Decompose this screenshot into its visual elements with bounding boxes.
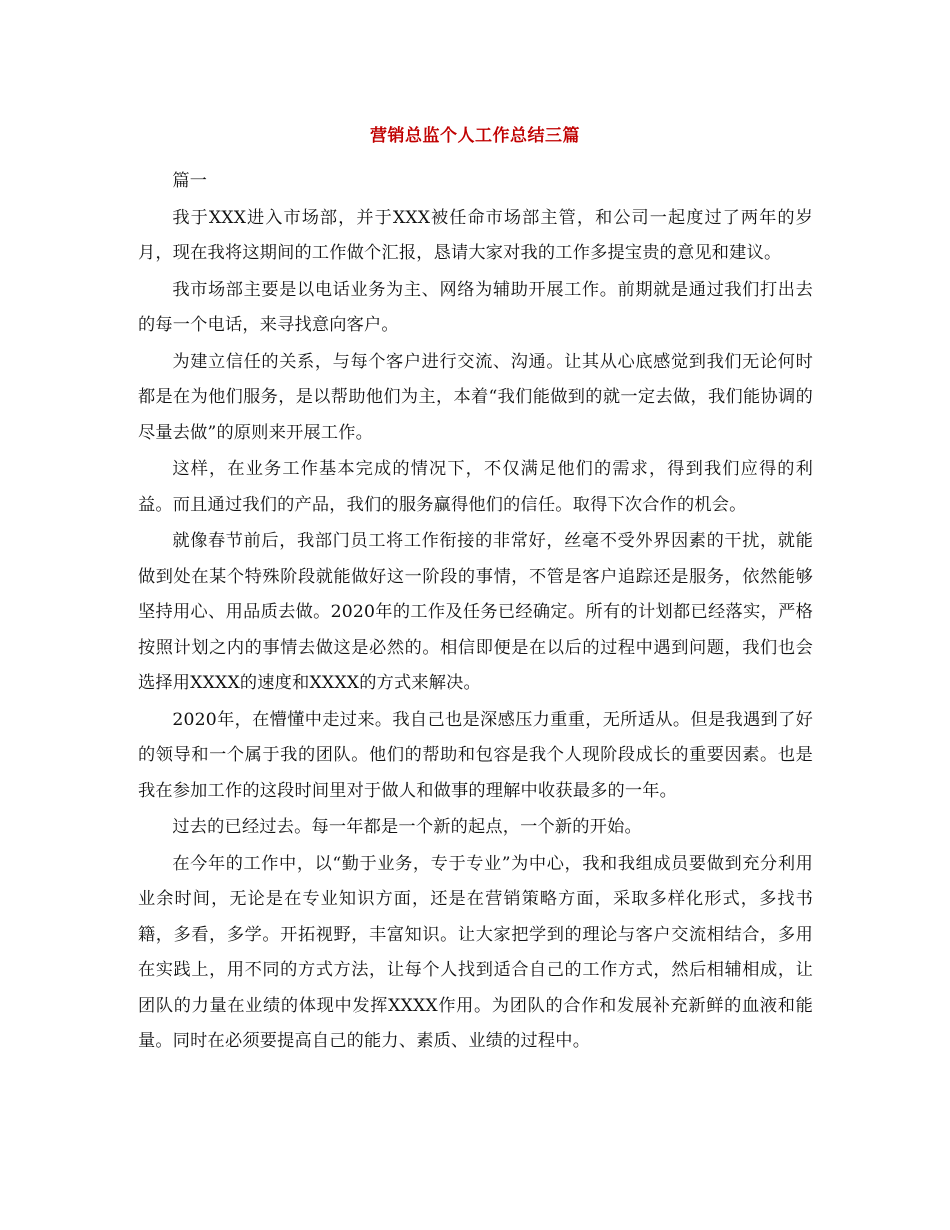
paragraph: 我于XXX进入市场部，并于XXX被任命市场部主管，和公司一起度过了两年的岁月，现在我将这期间的工作做个汇报，恳请大家对我的工作多提宝贵的意见和建议。 bbox=[138, 207, 813, 263]
document-body bbox=[138, 164, 813, 1060]
document-title: 营销总监个人工作总结三篇 bbox=[370, 126, 580, 146]
paragraph: 我市场部主要是以电话业务为主、网络为辅助开展工作。前期就是通过我们打出去的每一个电话，来寻找意向客户。 bbox=[138, 279, 813, 335]
paragraph: 就像春节前后，我部门员工将工作衔接的非常好，丝毫不受外界因素的干扰，就能做到处在某个特殊阶段就能做好这一阶段的事情，不管是客户追踪还是服务，依然能够坚持用心、用品质去做。2020年的工作及任务已经确定。所有的计划都已经落实，严格按照计划之内的事情去做这是必然的。相信即便是在以后的过程中遇到问题，我们也会选择用XXXX的速度和XXXX的方式来解决。 bbox=[138, 531, 813, 693]
section-label: 篇一 bbox=[172, 171, 208, 191]
paragraph: 过去的已经过去。每一年都是一个新的起点，一个新的开始。 bbox=[172, 817, 642, 837]
paragraph: 在今年的工作中，以“勤于业务，专于专业”为中心，我和我组成员要做到充分利用业余时间，无论是在专业知识方面，还是在营销策略方面，采取多样化形式，多找书籍，多看，多学。开拓视野，丰富知识。让大家把学到的理论与客户交流相结合，多用在实践上，用不同的方式方法，让每个人找到适合自己的工作方式，然后相辅相成，让团队的力量在业绩的体现中发挥XXXX作用。为团队的合作和发展补充新鲜的血液和能量。同时在必须要提高自己的能力、素质、业绩的过程中。 bbox=[138, 853, 813, 1051]
paragraph: 2020年，在懵懂中走过来。我自己也是深感压力重重，无所适从。但是我遇到了好的领导和一个属于我的团队。他们的帮助和包容是我个人现阶段成长的重要因素。也是我在参加工作的这段时间里对于做人和做事的理解中收获最多的一年。 bbox=[138, 709, 813, 801]
paragraph: 为建立信任的关系，与每个客户进行交流、沟通。让其从心底感觉到我们无论何时都是在为他们服务，是以帮助他们为主，本着“我们能做到的就一定去做，我们能协调的尽量去做”的原则来开展工作。 bbox=[138, 351, 813, 443]
paragraph: 这样，在业务工作基本完成的情况下，不仅满足他们的需求，得到我们应得的利益。而且通过我们的产品，我们的服务赢得他们的信任。取得下次合作的机会。 bbox=[138, 459, 813, 515]
